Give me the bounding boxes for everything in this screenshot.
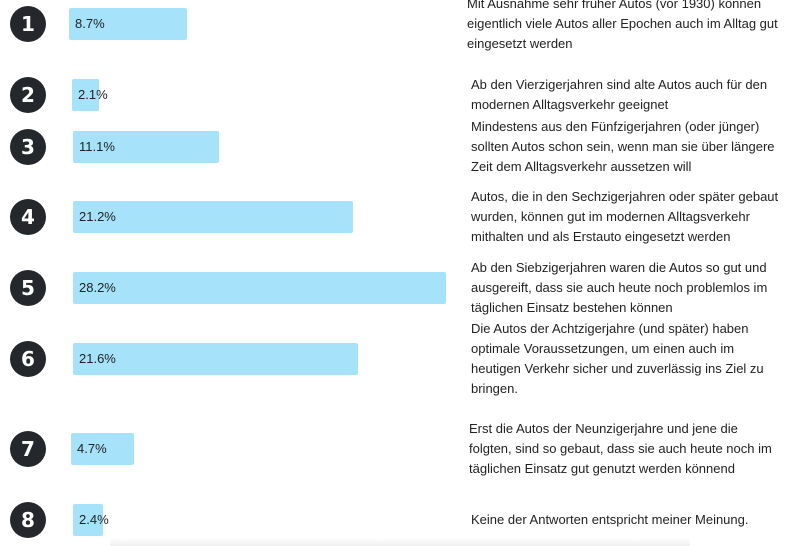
result-bar: [73, 272, 446, 304]
answer-number-badge: 1: [10, 6, 46, 42]
answer-description-line: modernen Alltagsverkehr geeignet: [471, 97, 669, 112]
result-percentage-label: 21.2%: [79, 209, 116, 224]
answer-description: [471, 510, 789, 530]
result-percentage-label: 21.6%: [79, 351, 116, 366]
answer-description-line: Mit Ausnahme sehr früher Autos (vor 1930) können: [467, 0, 762, 11]
answer-description-line: Erst die Autos der Neunzigerjahre und jene die: [469, 421, 738, 436]
answer-description-line: Keine der Antworten entspricht meiner Meinung.: [471, 512, 749, 527]
answer-number-badge: 4: [10, 199, 46, 235]
answer-description-line: heutigen Verkehr sicher und zuverlässig ins Ziel zu: [471, 361, 764, 376]
answer-description-line: täglichen Einsatz bestehen können: [471, 300, 673, 315]
answer-description: [471, 75, 789, 115]
answer-description-line: Zeit dem Alltagsverkehr aussetzen will: [471, 159, 692, 174]
answer-description: [467, 0, 785, 54]
bottom-scroll-shadow: [110, 538, 690, 546]
result-percentage-label: 8.7%: [75, 16, 105, 31]
answer-description-line: bringen.: [471, 381, 518, 396]
answer-description-line: mithalten und als Erstauto eingesetzt werden: [471, 229, 731, 244]
answer-description-line: Die Autos der Achtzigerjahre (und später) haben: [471, 321, 749, 336]
answer-description-line: Autos, die in den Sechzigerjahren oder später gebaut: [471, 189, 779, 204]
answer-description-line: sollten Autos schon sein, wenn man sie über längere: [471, 139, 775, 154]
answer-description-line: optimale Voraussetzungen, um einen auch im: [471, 341, 735, 356]
answer-description-line: täglichen Einsatz gut genutzt werden könnend: [469, 461, 735, 476]
answer-description-line: folgten, sind so gebaut, dass sie auch heute noch im: [469, 441, 772, 456]
answer-description: [471, 319, 789, 399]
answer-number-badge: 7: [10, 431, 46, 467]
answer-description: [471, 258, 789, 318]
result-percentage-label: 2.1%: [78, 87, 108, 102]
answer-number-badge: 8: [10, 502, 46, 538]
answer-description: [471, 117, 789, 177]
result-percentage-label: 4.7%: [77, 441, 107, 456]
answer-description: [471, 187, 789, 247]
answer-description-line: Ab den Vierzigerjahren sind alte Autos auch für den: [471, 77, 768, 92]
answer-description-line: ausgereift, dass sie auch heute noch problemlos im: [471, 280, 768, 295]
result-percentage-label: 28.2%: [79, 280, 116, 295]
answer-description-line: wurden, können gut im modernen Alltagsverkehr: [471, 209, 750, 224]
answer-description-line: Ab den Siebzigerjahren waren die Autos so gut und: [471, 260, 767, 275]
result-percentage-label: 11.1%: [79, 139, 115, 154]
answer-number-badge: 6: [10, 341, 46, 377]
answer-number-badge: 5: [10, 270, 46, 306]
result-percentage-label: 2.4%: [79, 512, 109, 527]
answer-description-line: eingesetzt werden: [467, 36, 573, 51]
answer-number-badge: 2: [10, 77, 46, 113]
answer-description: [469, 419, 787, 479]
answer-description-line: Mindestens aus den Fünfzigerjahren (oder jünger): [471, 119, 760, 134]
answer-number-badge: 3: [10, 129, 46, 165]
answer-description-line: eigentlich viele Autos aller Epochen auch im Alltag gut: [467, 16, 778, 31]
